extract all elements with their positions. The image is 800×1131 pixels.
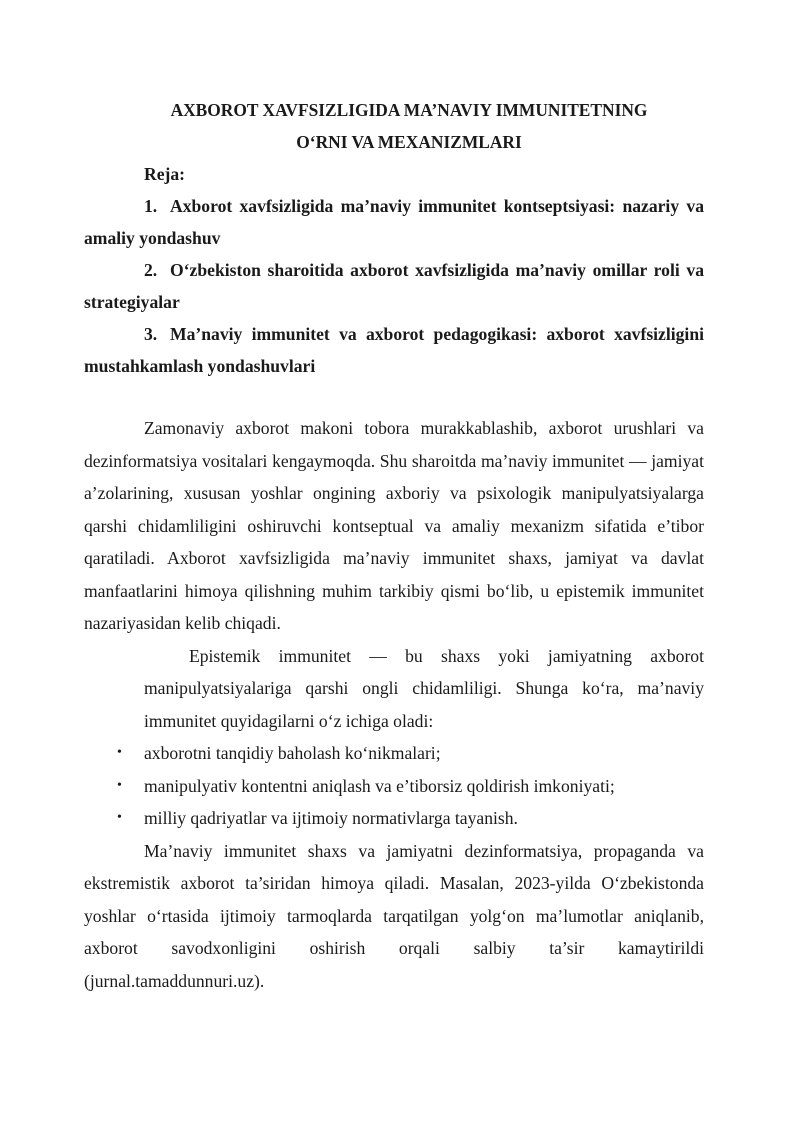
plan-item-text: O‘zbekiston sharoitida axborot xavfsizligida ma’naviy omillar roli va strategiyalar: [84, 260, 704, 312]
spacer: [84, 382, 704, 412]
list-item-text: milliy qadriyatlar va ijtimoiy normativlarga tayanish.: [144, 808, 518, 828]
title-line-2: O‘RNI VA MEXANIZMLARI: [296, 132, 522, 152]
plan-item-text: Axborot xavfsizligida ma’naviy immunitet kontseptsiyasi: nazariy va amaliy yondashuv: [84, 196, 704, 248]
bullet-icon: •: [117, 777, 122, 793]
bullet-icon: •: [117, 745, 122, 760]
list-item: [84, 802, 704, 835]
list-item-text: manipulyativ kontentni aniqlash va e’tiborsiz qoldirish imkoniyati;: [144, 775, 615, 796]
plan-item-number: 2.: [144, 260, 158, 280]
title-line-1: AXBOROT XAVFSIZLIGIDA MA’NAVIY IMMUNITETNING: [170, 100, 648, 120]
document-title: [84, 94, 704, 158]
plan-item-text: Ma’naviy immunitet va axborot pedagogikasi: axborot xavfsizligini mustahkamlash yondashuvlari: [84, 324, 704, 376]
body-paragraph-2: Epistemik immunitet — bu shaxs yoki jamiyatning axborot manipulyatsiyalariga qarshi ongli chidamliligi. Shunga ko‘ra, ma’naviy immunitet quyidagilarni o‘z ichiga oladi:: [144, 645, 704, 731]
plan-item-number: 1.: [144, 196, 158, 216]
plan-item: [84, 318, 704, 382]
plan-heading: Reja:: [144, 164, 186, 184]
list-item-text: axborotni tanqidiy baholash ko‘nikmalari;: [144, 743, 441, 763]
bullet-icon: •: [117, 810, 122, 825]
bullet-list: [84, 737, 704, 835]
document-content: [84, 94, 704, 997]
body-paragraph-1: Zamonaviy axborot makoni tobora murakkablashib, axborot urushlari va dezinformatsiya vositalari kengaymoqda. Shu sharoitda ma’naviy immunitet — jamiyat a’zolarining, xususan yoshlar ongining axboriy va psixologik manipulyatsiyalarga qarshi chidamliligini oshiruvchi kontseptual va amaliy mexanizm sifatida e’tibor qaratiladi. Axborot xavfsizligida ma’naviy immunitet shaxs, jamiyat va davlat manfaatlarini himoya qilishning muhim tarkibiy qismi bo‘lib, u epistemik immunitet nazariyasidan kelib chiqadi.: [84, 418, 704, 633]
plan-item-number: 3.: [144, 324, 158, 344]
list-item: [84, 737, 704, 770]
plan-item: [84, 254, 704, 318]
body-paragraph-3: Ma’naviy immunitet shaxs va jamiyatni dezinformatsiya, propaganda va ekstremistik axborot ta’siridan himoya qiladi. Masalan, 2023-yilda O‘zbekistonda yoshlar o‘rtasida ijtimoiy tarmoqlarda tarqatilgan yolg‘on ma’lumotlar aniqlanib, axborot savodxonligini oshirish orqali salbiy ta’sir kamaytirildi (jurnal.tamaddunnuri.uz).: [84, 840, 704, 991]
plan-item: [84, 190, 704, 254]
list-item: [84, 770, 704, 803]
